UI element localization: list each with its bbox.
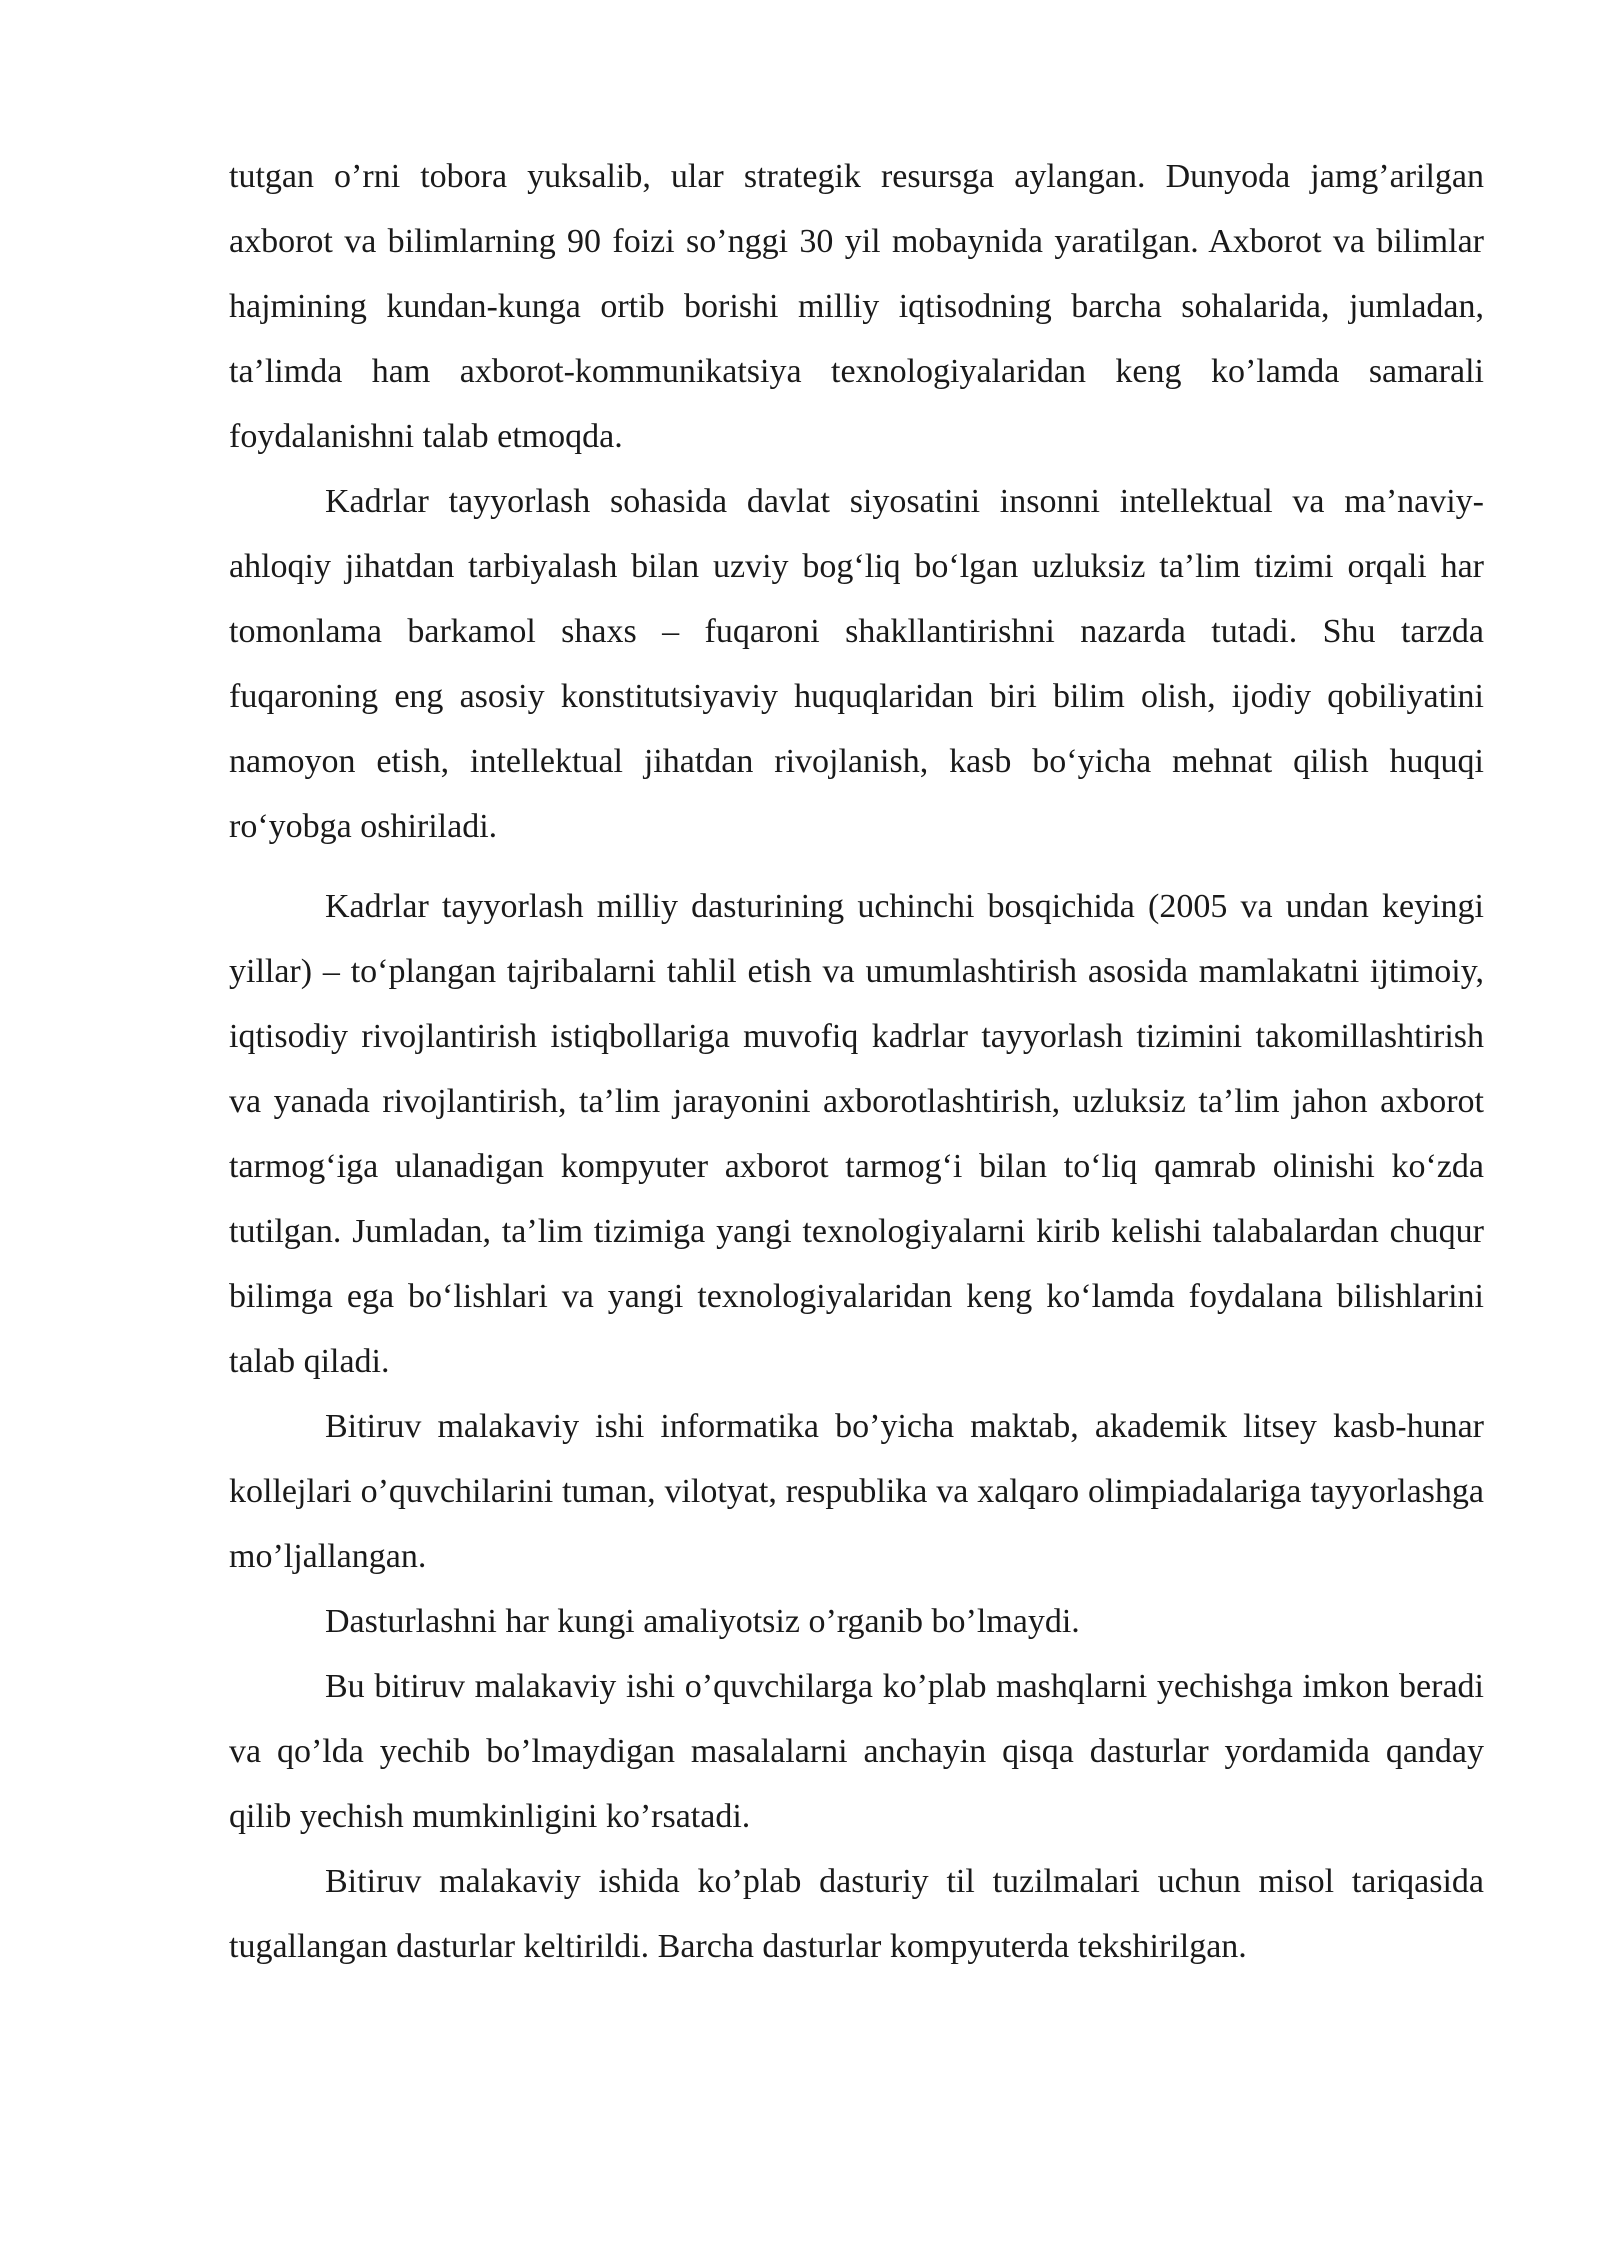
paragraph: Bitiruv malakaviy ishi informatika bo’yicha maktab, akademik litsey kasb-hunar kollejlari o’quvchilarini tuman, vilotyat, respublika va xalqaro olimpiadalariga tayyorlashga mo’ljallangan. <box>229 1408 1484 1575</box>
paragraph: tutgan o’rni tobora yuksalib, ular strategik resursga aylangan. Dunyoda jamg’arilgan axborot va bilimlarning 90 foizi so’nggi 30 yil mobaynida yaratilgan. Axborot va bilimlar hajmining kundan-kunga ortib borishi milliy iqtisodning barcha sohalarida, jumladan, ta’limda ham axborot-kommunikatsiya texnologiyalaridan keng ko’lamda samarali foydalanishni talab etmoqda. <box>229 158 1484 455</box>
document-body <box>229 144 1484 1979</box>
paragraph: Kadrlar tayyorlash sohasida davlat siyosatini insonni intellektual va ma’naviy-ahloqiy jihatdan tarbiyalash bilan uzviy bog‘liq bo‘lgan uzluksiz ta’lim tizimi orqali har tomonlama barkamol shaxs – fuqaroni shakllantirishni nazarda tutadi. Shu tarzda fuqaroning eng asosiy konstitutsiyaviy huquqlaridan biri bilim olish, ijodiy qobiliyatini namoyon etish, intellektual jihatdan rivojlanish, kasb bo‘yicha mehnat qilish huquqi ro‘yobga oshiriladi. <box>229 483 1484 845</box>
paragraph: Dasturlashni har kungi amaliyotsiz o’rganib bo’lmaydi. <box>325 1603 1080 1640</box>
paragraph: Bitiruv malakaviy ishida ko’plab dasturiy til tuzilmalari uchun misol tariqasida tugallangan dasturlar keltirildi. Barcha dasturlar kompyuterda tekshirilgan. <box>229 1863 1484 1965</box>
paragraph: Bu bitiruv malakaviy ishi o’quvchilarga ko’plab mashqlarni yechishga imkon beradi va qo’lda yechib bo’lmaydigan masalalarni anchayin qisqa dasturlar yordamida qanday qilib yechish mumkinligini ko’rsatadi. <box>229 1668 1484 1835</box>
paragraph: Kadrlar tayyorlash milliy dasturining uchinchi bosqichida (2005 va undan keyingi yillar) – to‘plangan tajribalarni tahlil etish va umumlashtirish asosida mamlakatni ijtimoiy, iqtisodiy rivojlantirish istiqbollariga muvofiq kadrlar tayyorlash tizimini takomillashtirish va yanada rivojlantirish, ta’lim jarayonini axborotlashtirish, uzluksiz ta’lim jahon axborot tarmog‘iga ulanadigan kompyuter axborot tarmog‘i bilan to‘liq qamrab olinishi ko‘zda tutilgan. Jumladan, ta’lim tizimiga yangi texnologiyalarni kirib kelishi talabalardan chuqur bilimga ega bo‘lishlari va yangi texnologiyalaridan keng ko‘lamda foydalana bilishlarini talab qiladi. <box>229 888 1484 1380</box>
